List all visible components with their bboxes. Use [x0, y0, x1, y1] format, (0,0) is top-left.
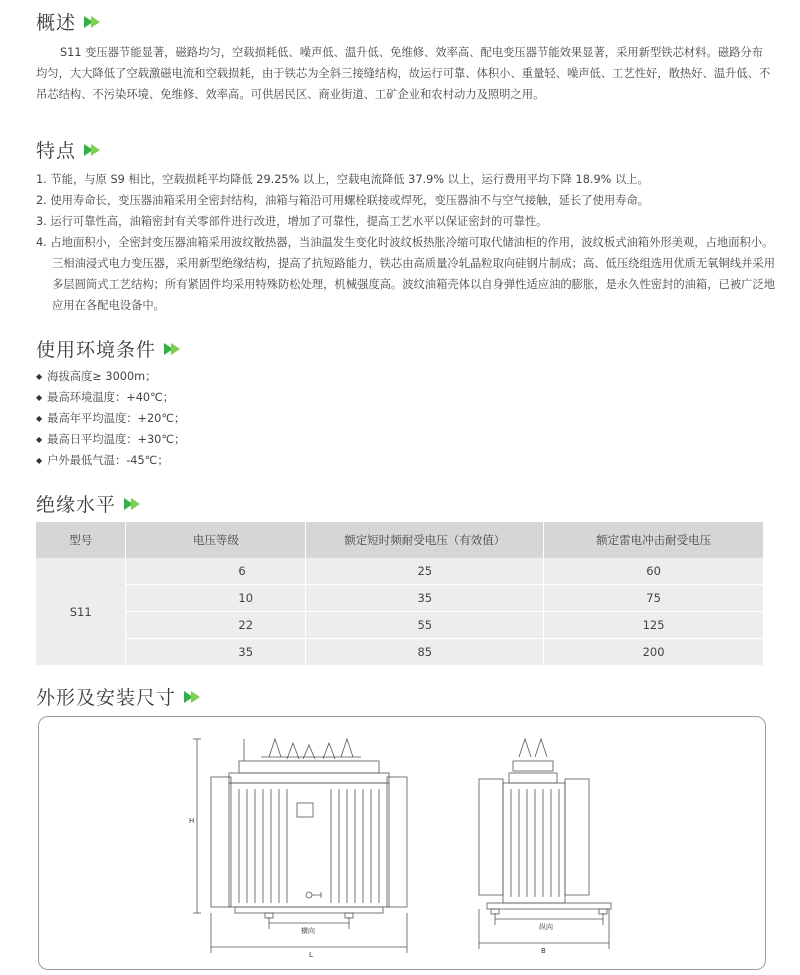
list-item: ◆ 户外最低气温：-45℃；	[36, 450, 185, 471]
double-arrow-icon	[84, 16, 98, 28]
features-title	[36, 136, 98, 163]
table-row	[36, 558, 764, 585]
header-lightning-impulse: 额定雷电冲击耐受电压	[544, 522, 764, 558]
environment-list	[36, 366, 185, 471]
table-cell: 60	[544, 558, 764, 585]
table-cell: 22	[126, 612, 306, 639]
environment-title-text: 使用环境条件	[36, 339, 157, 361]
features-list	[36, 169, 776, 316]
features-title-text: 特点	[36, 140, 77, 162]
double-arrow-icon	[124, 498, 138, 510]
front-view	[193, 739, 407, 953]
table-cell: 35	[306, 585, 544, 612]
list-item: ◆ 最高环境温度：+40℃；	[36, 387, 185, 408]
label-rail-side: 纵向	[539, 923, 553, 931]
dimension-drawing-frame	[38, 716, 766, 970]
list-item: 2. 使用寿命长，变压器油箱采用全密封结构，油箱与箱沿可用螺栓联接或焊死，变压器油不与空气接触，延长了使用寿命。	[36, 194, 650, 207]
list-item: ◆ 海拔高度≥ 3000m；	[36, 366, 185, 387]
header-voltage-class: 电压等级	[126, 522, 306, 558]
overview-title	[36, 8, 98, 35]
table-cell: 55	[306, 612, 544, 639]
insulation-table	[36, 522, 764, 666]
list-item: ◆ 最高年平均温度：+20℃；	[36, 408, 185, 429]
table-cell: 10	[126, 585, 306, 612]
table-cell: 35	[126, 639, 306, 666]
list-item: 4. 占地面积小，全密封变压器油箱采用波纹散热器，当油温发生变化时波纹板热胀冷缩可取代储油柜的作用，波纹板式油箱外形美观，占地面积小。三相油浸式电力变压器，采用新型绝缘结构，提高了抗短路能力，铁芯由高质量冷轧晶粒取向硅钢片制成；高、低压绕组选用优质无氧铜线并采用多层圆筒式工艺结构；所有紧固件均采用特殊防松处理，机械强度高。波纹油箱壳体以自身弹性适应油的膨胀，是永久性密封的油箱，已被广泛地应用在各配电设备中。	[36, 236, 776, 312]
insulation-title	[36, 490, 138, 517]
label-width: B	[541, 947, 546, 955]
double-arrow-icon	[164, 343, 178, 355]
list-item: ◆ 最高日平均温度：+30℃；	[36, 429, 185, 450]
dimensions-title	[36, 683, 198, 710]
table-row	[36, 639, 764, 666]
list-item: 3. 运行可靠性高，油箱密封有关零部件进行改进，增加了可靠性，提高工艺水平以保证密封的可靠性。	[36, 215, 548, 228]
environment-title	[36, 335, 178, 362]
model-cell: S11	[36, 558, 126, 666]
transformer-drawing	[39, 717, 765, 969]
table-cell: 85	[306, 639, 544, 666]
insulation-title-text: 绝缘水平	[36, 494, 117, 516]
label-height: H	[189, 817, 195, 825]
table-row	[36, 585, 764, 612]
overview-paragraph: S11 变压器节能显著，磁路均匀，空载损耗低、噪声低、温升低、免维修、效率高、配电变压器节能效果显著，采用新型铁芯材料。磁路分布均匀，大大降低了空载激磁电流和空载损耗，由于铁芯为全斜三接缝结构，故运行可靠、体积小、重量轻、噪声低、工艺性好，散热好、温升低、不吊芯结构、不污染环境、免维修、效率高。可供居民区、商业街道、工矿企业和农村动力及照明之用。	[36, 46, 771, 101]
double-arrow-icon	[184, 691, 198, 703]
header-model: 型号	[36, 522, 126, 558]
label-rail-front: 横向	[301, 927, 315, 935]
double-arrow-icon	[84, 144, 98, 156]
list-item: 1. 节能，与原 S9 相比，空载损耗平均降低 29.25% 以上，空载电流降低 37.9% 以上，运行费用平均下降 18.9% 以上。	[36, 173, 649, 186]
table-header-row	[36, 522, 764, 558]
table-cell: 125	[544, 612, 764, 639]
header-power-frequency: 额定短时频耐受电压（有效值）	[306, 522, 544, 558]
table-cell: 6	[126, 558, 306, 585]
overview-title-text: 概述	[36, 12, 77, 34]
table-cell: 75	[544, 585, 764, 612]
table-cell: 200	[544, 639, 764, 666]
table-cell: 25	[306, 558, 544, 585]
table-row	[36, 612, 764, 639]
side-view	[479, 739, 611, 949]
dimensions-title-text: 外形及安装尺寸	[36, 687, 177, 709]
label-length: L	[309, 951, 313, 959]
